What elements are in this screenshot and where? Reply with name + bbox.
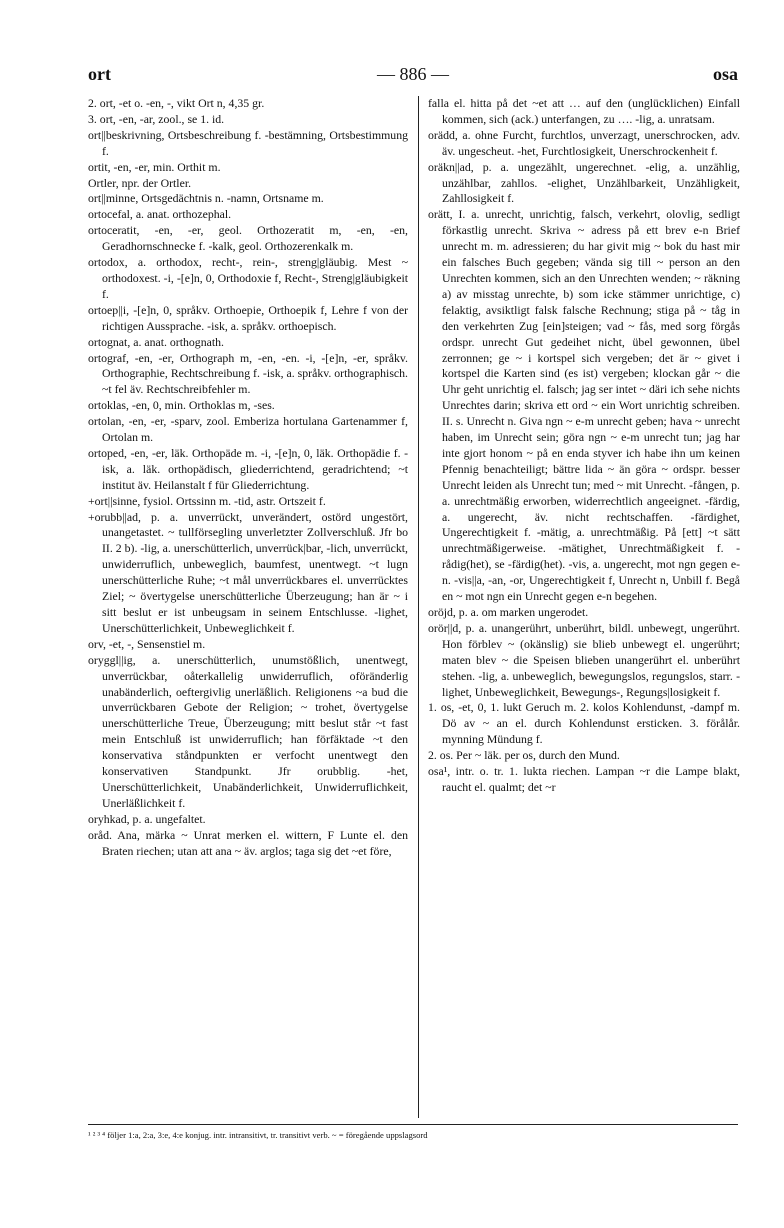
dictionary-entry: ortograf, -en, -er, Orthograph m, -en, -en. -i, -[e]n, -er, språkv. Orthographie, Rechtschreibung f. -isk, a. språkv. orthographisch. ~t fel äv. Rechtschreibfehler m. bbox=[88, 350, 408, 397]
dictionary-entry: oryhkad, p. a. ungefaltet. bbox=[88, 811, 206, 826]
dictionary-entry: ortit, -en, -er, min. Orthit m. bbox=[88, 159, 221, 174]
dictionary-entry: ortoep||i, -[e]n, 0, språkv. Orthoepie, Orthoepik f, Lehre f von der richtigen Aussprache. -isk, a. språkv. orthoepisch. bbox=[88, 302, 408, 333]
dictionary-entry: orädd, a. ohne Furcht, furchtlos, unverzagt, unerschrocken, adv. äv. ungescheut. -het, Furchtlosigkeit, Unerschrockenheit f. bbox=[428, 127, 740, 158]
dictionary-entry: orv, -et, -, Sensenstiel m. bbox=[88, 636, 206, 651]
dictionary-entry: oröjd, p. a. om marken ungerodet. bbox=[428, 605, 589, 619]
dictionary-entry: falla el. hitta på det ~et att … auf den (unglücklichen) Einfall kommen, sich (ack.) unterfangen, zu …. -lig, a. unratsam. bbox=[428, 96, 740, 126]
dictionary-entry: ortognat, a. anat. orthognath. bbox=[88, 334, 224, 349]
page-header bbox=[88, 64, 738, 88]
dictionary-entry: Ortler, npr. der Ortler. bbox=[88, 175, 192, 190]
right-running-headword: osa bbox=[712, 64, 738, 84]
footer-divider bbox=[88, 1124, 738, 1125]
dictionary-entry: oråd. Ana, märka ~ Unrat merken el. wittern, F Lunte el. den Braten riechen; utan att ana ~ äv. arglos; taga sig det ~et före, bbox=[88, 827, 408, 858]
dictionary-entry: +orubb||ad, p. a. unverrückt, unverändert, ostörd ungestört, unangetastet. ~ tullförsegling unverletzter Zollverschluß. Jfr bo II. 2 b). -lig, a. unerschütterlich, unverrück|bar, -lich, unverrückt, unwiderruflich, unbeweglich, baumfest, unentwegt. ~t lugn unerschütterliche Ruhe; ~t mål unverrückbares el. unverrücktes Ziel; ~ övertygelse unerschütterliche Überzeugung; han är ~ i sitt beslut er ist unbeugsam in seinem Entschlusse. -lighet, Unerschütterlichkeit, Unbeweglichkeit f. bbox=[88, 509, 408, 635]
dictionary-entry: ortodox, a. orthodox, recht-, rein-, streng|gläubig. Mest ~ orthodoxest. -i, -[e]n, 0, Orthodoxie f, Recht-, Streng|gläubigkeit f. bbox=[88, 255, 408, 301]
dictionary-entry: oräkn||ad, p. a. ungezählt, ungerechnet. -elig, a. unzählig, unzählbar, zahllos. -elighet, Unzählbarkeit, Unzähligkeit, Zahllosigkeit f. bbox=[428, 159, 740, 206]
dictionary-entry: oryggl||ig, a. unerschütterlich, unumstößlich, unentwegt, unverrückbar, oåterkallelig unwiderruflich, oföränderlig unabänderlich, oeftergivlig unerläßlich. Religionens ~a bud die unverrückbaren Gebote der Religion; ~ trohet, övertygelse unerschütterliche Treue, Überzeugung; mitt beslut står ~t fast mein Entschluß ist unwiderruflich; han förfäktade ~t den konservativa ståndpunkten er verfocht unentwegt den konservativen Standpunkt. Jfr orubblig. -het, Unerschütterlichkeit, Unabänderlichkeit, Unwiderruflichkeit, Unerläßlichkeit f. bbox=[88, 652, 408, 810]
page-footer: ¹ ² ³ ⁴ följer 1:a, 2:a, 3:e, 4:e konjug. intr. intransitivt, tr. transitivt verb. ~ = föregående uppslagsord bbox=[88, 1130, 428, 1140]
page-number: — 886 — bbox=[377, 64, 449, 84]
dictionary-entry: 3. ort, -en, -ar, zool., se 1. id. bbox=[88, 111, 225, 126]
dictionary-entry: ortoceratit, -en, -er, geol. Orthozeratit m, -en, -en, Geradhornschnecke f. -kalk, geol. Orthozerenkalk m. bbox=[88, 223, 408, 254]
dictionary-entry: orätt, I. a. unrecht, unrichtig, falsch, verkehrt, olovlig, sedligt förkastlig unrecht. Skriva ~ adress på ett brev e-n Brief unrecht m. m. adressieren; du har givit mig ~ bok du hast mir ein falsches Buch gegeben; vända sig till ~ person an den Unrechten kommen, sich an den Unrechten wenden; ~ räkning a) av misstag unrechte, b) som icke stämmer unrichtige, c) felaktig, avsiktligt falsk falsche Rechnung; stiga på ~ tåg in den verkehrten Zug [ein]steigen; vad ~ fås, med sorg förgås ordspr. unrecht Gut gedeihet nicht, übel gewonnen, übel zerronnen; ge ~ i kortspel sich vergeben; det är ~ givet i kortspel die Karten sind (es ist) vergeben; klockan går ~ die Uhr geht unrichtig el. falsch; jag ser intet ~ däri ich sehe nichts Unrechtes darin; skriva ett ord ~ ein Wort unrichtig schreiben. II. s. Unrecht n. Giva ngn ~ e-m unrecht geben; hava ~ unrecht haben, im Unrecht sein; göra ngn ~ e-m unrecht tun; jag har inte gjort honom ~ på en enda styver ich habe ihn um keinen Pfennig benachteiligt; bättre lida ~ än göra ~ ordspr. besser Unrecht leiden als Unrecht tun; med ~ mit Unrecht. -fången, p. a. unrechtmäßig erworben, widerrechtlich angeeignet. -färdig, a. ungerecht, äv. nicht rechtschaffen. -färdighet, Ungerechtigkeit f. -mätig, a. unrechtmäßig. På [ett] ~t sätt unrechtmäßigerweise. -mätighet, Unrechtmäßigkeit f. -rådig(het), se -färdig(het). -vis, a. ungerecht, mot ngn gegen e-n. -vis||a, -an, -or, Ungerechtigkeit f, Unrecht n, Unbill f. Begå en ~ mot ngn ein Unrecht gegen e-n begehen. bbox=[428, 207, 740, 604]
right-column bbox=[428, 96, 740, 796]
dictionary-entry: ort||beskrivning, Ortsbeschreibung f. -bestämning, Ortsbestimmung f. bbox=[88, 127, 408, 158]
dictionary-entry: 1. os, -et, 0, 1. lukt Geruch m. 2. kolos Kohlendunst, -dampf m. Dö av ~ an el. durch Kohlendunst ersticken. 3. förålår. mynning Mündung f. bbox=[428, 700, 740, 747]
dictionary-entry: ortocefal, a. anat. orthozephal. bbox=[88, 207, 232, 222]
dictionary-entry: ort||minne, Ortsgedächtnis n. -namn, Ortsname m. bbox=[88, 191, 324, 206]
dictionary-entry: ortolan, -en, -er, -sparv, zool. Emberiza hortulana Gartenammer f, Ortolan m. bbox=[88, 414, 408, 445]
dictionary-entry: orör||d, p. a. unangerührt, unberührt, bildl. unbewegt, ungerührt. Hon förblev ~ (okänslig) sie blieb unbewegt el. ungerührt; maten blev ~ die Speisen blieben unangerührt el. unberührt stehen. -lig, a. unbeweglich, bewegungslos, regungslos, starr. -lighet, Unbeweglichkeit, Bewegungs-, Regungs|losigkeit f. bbox=[428, 620, 740, 699]
left-column bbox=[88, 96, 408, 860]
dictionary-entry: osa¹, intr. o. tr. 1. lukta riechen. Lampan ~r die Lampe blakt, raucht el. qualmt; det ~r bbox=[428, 764, 740, 794]
left-running-headword: ort bbox=[88, 64, 111, 84]
dictionary-entry: 2. os. Per ~ läk. per os, durch den Mund. bbox=[428, 748, 620, 763]
dictionary-entry: 2. ort, -et o. -en, -, vikt Ort n, 4,35 gr. bbox=[88, 96, 265, 110]
dictionary-entry: +ort||sinne, fysiol. Ortssinn m. -tid, astr. Ortszeit f. bbox=[88, 493, 326, 508]
column-divider bbox=[418, 96, 419, 1118]
dictionary-entry: ortoped, -en, -er, läk. Orthopäde m. -i, -[e]n, 0, läk. Orthopädie f. -isk, a. läk. orthopädisch, gliederrichtend, geradrichtend; ~t institut äv. Heilanstalt f für Gliederrichtung. bbox=[88, 445, 408, 492]
dictionary-entry: ortoklas, -en, 0, min. Orthoklas m, -ses. bbox=[88, 398, 275, 413]
